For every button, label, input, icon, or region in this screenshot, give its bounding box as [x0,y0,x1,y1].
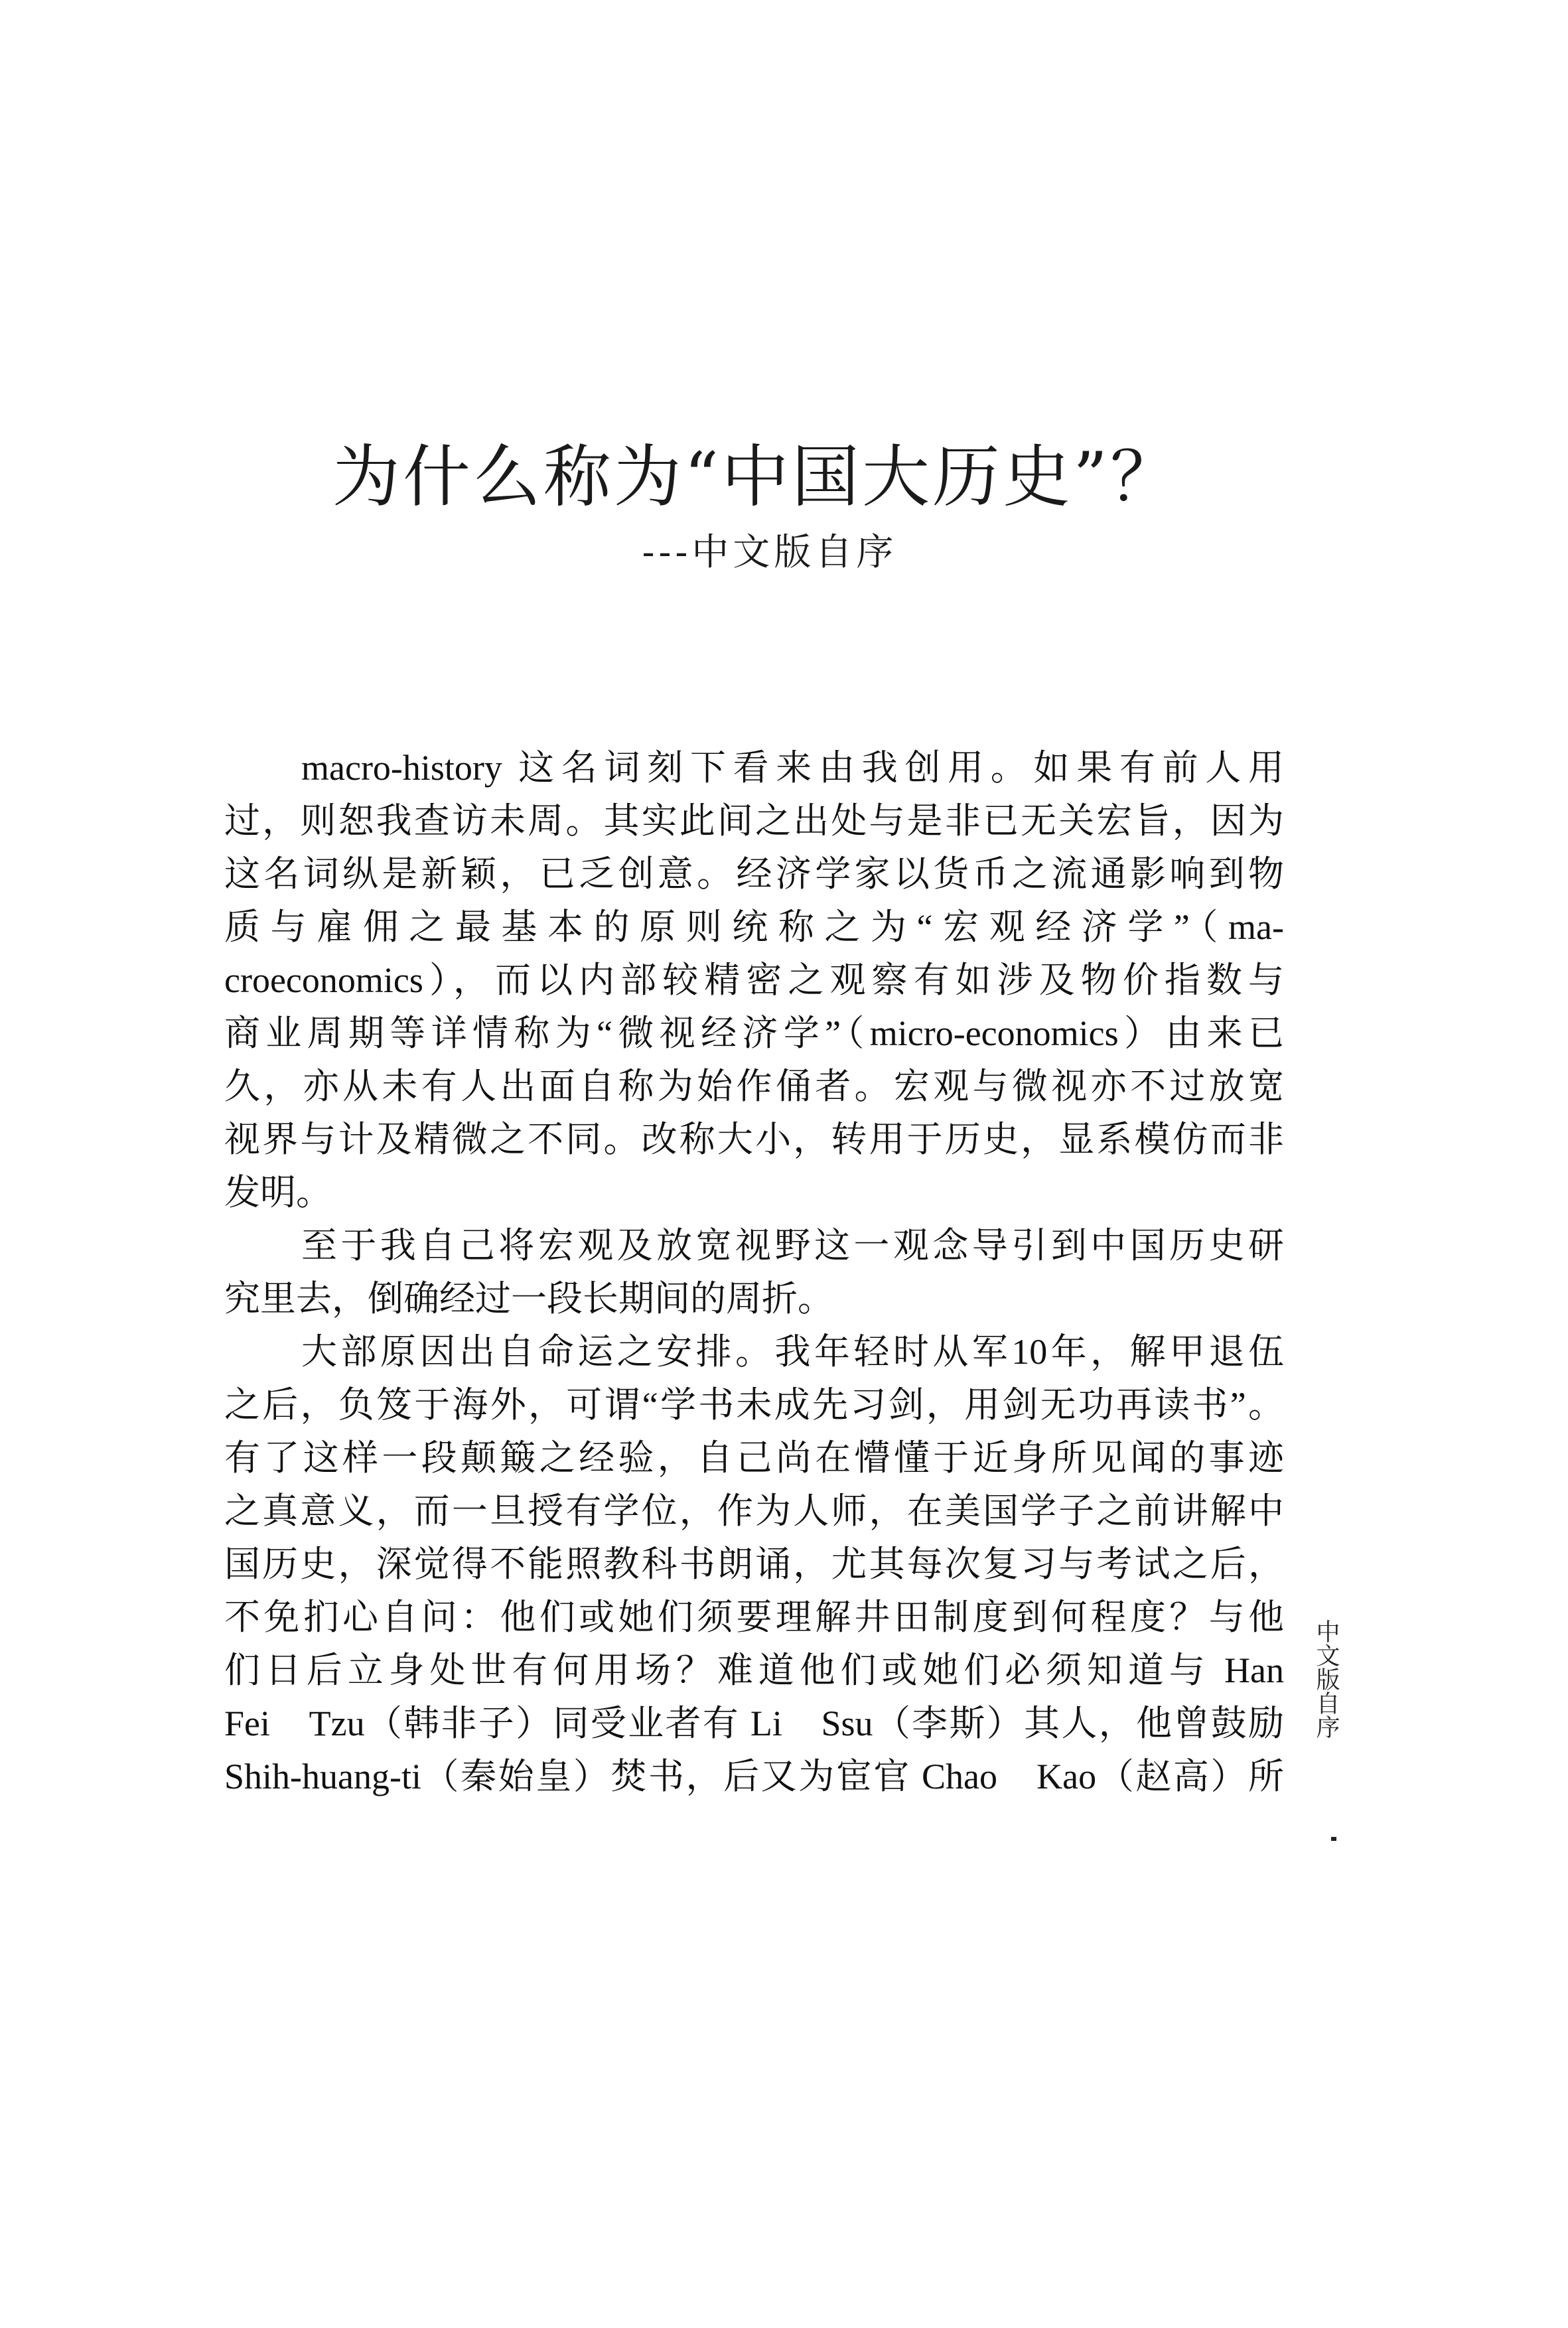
text-line: 商业周期等详情称为“微视经济学”（micro-economics）由来已 [224,1013,1284,1053]
text-line: 有了这样一段颠簸之经验，自己尚在懵懂于近身所见闻的事迹 [224,1438,1284,1478]
text-line: 之后，负笈于海外，可谓“学书未成先习剑，用剑无功再读书”。 [224,1385,1284,1425]
text-line: 质与雇佣之最基本的原则统称之为“宏观经济学”（ma- [224,907,1284,947]
running-section-label: 中文版自序 [1313,1619,1340,1739]
text-line: croeconomics），而以内部较精密之观察有如涉及物价指数与 [224,960,1284,1000]
text-line: 国历史，深觉得不能照教科书朗诵，尤其每次复习与考试之后， [224,1544,1284,1584]
paragraph [224,741,1284,1219]
page-marker-dot [1331,1837,1336,1841]
text-line: 视界与计及精微之不同。改称大小，转用于历史，显系模仿而非 [224,1120,1284,1159]
text-line: 们日后立身处世有何用场？难道他们或她们必须知道与 Han [224,1650,1284,1690]
text-line: 至于我自己将宏观及放宽视野这一观念导引到中国历史研 [301,1226,1284,1266]
text-line: 久，亦从未有人出面自称为始作俑者。宏观与微视亦不过放宽 [224,1066,1284,1106]
text-line: 究里去，倒确经过一段长期间的周折。 [224,1279,833,1319]
body-text [224,741,1284,1803]
text-line: macro-history 这名词刻下看来由我创用。如果有前人用 [301,748,1284,788]
text-line: 过，则恕我查访未周。其实此间之出处与是非已无关宏旨，因为 [224,801,1284,841]
text-line: Shih-huang-ti（秦始皇）焚书，后又为宦官 Chao Kao（赵高）所 [224,1757,1284,1796]
paragraph [224,1219,1284,1325]
text-line: 大部原因出自命运之安排。我年轻时从军10年，解甲退伍 [301,1332,1284,1372]
text-line: Fei Tzu（韩非子）同受业者有 Li Ssu（李斯）其人，他曾鼓励 [224,1704,1284,1743]
text-line: 之真意义，而一旦授有学位，作为人师，在美国学子之前讲解中 [224,1491,1284,1531]
paragraph [224,1325,1284,1803]
text-line: 发明。 [224,1173,332,1212]
text-line: 这名词纵是新颖，已乏创意。经济学家以货币之流通影响到物 [224,854,1284,894]
page-title: 为什么称为“中国大历史”？ [332,438,1181,517]
text-line: 不免扪心自问：他们或她们须要理解井田制度到何程度？与他 [224,1597,1284,1637]
page-subtitle: ---中文版自序 [642,531,898,574]
